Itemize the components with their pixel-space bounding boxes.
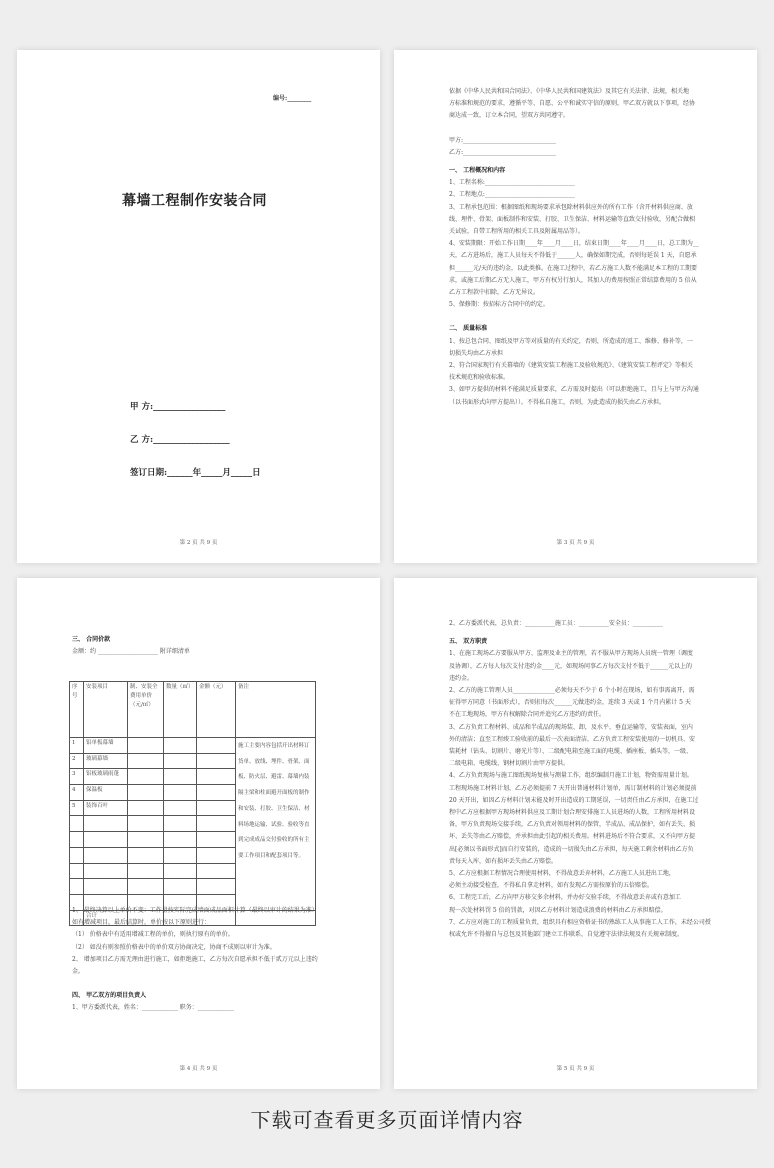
empty-cell <box>164 753 197 769</box>
row-item <box>84 879 128 895</box>
clause-line: 乙方工程款中扣除，乙方无异议。 <box>449 289 540 297</box>
row-number: 4 <box>70 785 84 801</box>
row-number <box>70 816 84 832</box>
clause-line: 工程现场施工材料计划，乙方必须提前 7 天开出普通材料计划单，需订制材料的计划必须提前 <box>449 784 697 792</box>
clause-line: 求，或施工后期乙方无人施工，甲方有权另行加人，其加人的费用按照正常结算费用的 5 倍从 <box>449 276 697 284</box>
page-footer: 第 3 页 共 9 页 <box>556 540 595 546</box>
page-5-body <box>449 618 749 941</box>
section-1-heading: 一、 工程概况和内容 <box>449 167 506 175</box>
row-number: 3 <box>70 769 84 785</box>
clause-line: 关试验，自带工程所用的相关工具及附属用品等）。 <box>449 228 585 236</box>
document-page-2 <box>17 50 380 563</box>
clause-line: 5、保修期：按招标方合同中的约定。 <box>449 301 549 309</box>
party-b-line: 乙方:_______________________________ <box>449 148 557 156</box>
clause-line: 4、安装期限：开始工作日期____年____月____日，结束日期____年____月____日，总工期为__ <box>449 240 699 248</box>
empty-cell <box>128 800 164 816</box>
document-page-3 <box>394 50 757 563</box>
intro-line: 商达成一致，订立本合同，望双方共同遵守。 <box>449 112 570 120</box>
clause-line: 4、乙方负责现场与施工图纸现场复核与测量工作，组织编制月施工计划，物资需用量计划。 <box>449 772 693 780</box>
clause-line: 金。 <box>72 968 85 976</box>
clause-line: 切损失均由乙方承担 <box>449 349 504 357</box>
clause-line: 必须主动接受检查，不得私自拿走材料，如有发现乙方需按原价的五倍赔偿。 <box>449 882 654 890</box>
clause-line: 3、如甲方提供的材料不能满足质量要求，乙方需及时提出（可以拒绝施工，且与上与甲方沟通 <box>449 386 699 394</box>
more-pages-caption: 下载可查看更多页面详情内容 <box>250 1108 524 1132</box>
clause-line: （1） 价格表中有适用增减工程的单价，则执行原有的单价。 <box>72 931 234 939</box>
document-page-4 <box>17 578 380 1089</box>
clause-line: （以书面形式向甲方提出））。不得私自施工，否则，为此造成的损失由乙方承担。 <box>449 398 666 406</box>
document-page-5 <box>394 578 757 1089</box>
clause-line: 5、乙方应根据工程情况合理使用材料，不得故意丢弃材料，乙方施工人员进出工地， <box>449 870 675 878</box>
table-total-label: 合计 <box>84 910 128 926</box>
section-5-heading: 五、 双方职责 <box>449 638 488 646</box>
intro-line: 方标准和规范的要求，遵循平等、自愿、公平和诚实守信的原则，甲乙双方就以下事项，经协 <box>449 100 696 108</box>
clause-line: 6、工程完工后，乙方向甲方移交多余材料，并办好交验手续，不得故意丢弃或有意加工 <box>449 894 681 902</box>
row-item: 装饰百叶 <box>84 800 128 816</box>
clause-line: 坏、丢失等由乙方赔偿，并承担由此引起的相关费用。材料进场后不符合要求，又不向甲方提 <box>449 833 696 841</box>
row-number <box>70 879 84 895</box>
table-row <box>70 738 316 754</box>
empty-cell <box>128 753 164 769</box>
table-header-cell: 安装项目 <box>84 682 128 738</box>
clause-line: 天，乙方进场后，施工人员每天不得低于______人，确保如期完成，否则每延误 1 天，自愿承 <box>449 252 697 260</box>
table-header-cell: 制、安装全费用单价（元/㎡） <box>128 682 164 738</box>
clause-line: 技术规范和验收标准。 <box>449 374 510 382</box>
row-number: 1 <box>70 738 84 754</box>
table-header-cell: 备注 <box>236 682 316 738</box>
page-footer: 第 2 页 共 9 页 <box>179 540 218 546</box>
table-header-cell: 序号 <box>70 682 84 738</box>
clause-line: 征得甲方同意（书面形式），否则扣每次______元做违约金，连续 3 天或 1 个月内累计 5 天 <box>449 699 691 707</box>
row-item: 玻璃幕墙 <box>84 753 128 769</box>
clause-line: 外的清洁；直至工程竣工验收前的最后一次表面清洁，乙方负责工程安装使用的一切机具、安 <box>449 735 696 743</box>
clause-line: 备，甲方负责现场交接手续，乙方负责对领用材料的保管，半成品、成品保护，如有丢失、损 <box>449 821 696 829</box>
empty-cell <box>128 816 164 832</box>
clause-line: 3、工程承包范围：根据图纸和现场要求承包除材料供应外的所有工作（含开材料供应商、放 <box>449 203 693 211</box>
contract-number: 编号:________ <box>273 95 312 102</box>
party-a-representative-line: 1、甲方委派代表，姓名：____________ 职务：____________ <box>72 1004 234 1012</box>
clause-line: 权或允许不得擅自与总包及其他部门建立工作联系，自觉遵守法律法规及有关规章制度。 <box>449 931 684 939</box>
party-a-line: 甲 方:_________________ <box>130 402 226 412</box>
clause-line: 7、乙方应对施工的工程质量负责，组织具有相应资格证书的熟练工人从事施工人工作，未经公司授 <box>449 918 711 926</box>
clause-line: 不在工地现场，甲方有权解除合同并追究乙方违约的责任。 <box>449 711 606 719</box>
table-note: 施工主要内容包括开出材料订货单、放线、埋件、骨架、面板、防火层、避雷、幕墙内装隔主梁和柱面避开面板的制作和安装、打胶、卫生保洁、材料场地运输、试验、验收等直到完成成品交付验收的所有主要工作项目和配套项目等。 <box>236 738 316 911</box>
sign-date-line: 签订日期:______年_____月_____日 <box>130 468 261 478</box>
clause-line: 1、工程名称:______________________________ <box>449 179 575 187</box>
clause-line: 程中乙方应根据甲方现场材料供应及工期计划合理安排施工人员进场的人数，工程所用材料设 <box>449 809 696 817</box>
section-3-heading: 三、 合同价款 <box>72 636 111 643</box>
empty-cell <box>197 847 236 863</box>
clause-line: 担______元/天的违约金，以此类推。在施工过程中，若乙方施工人数不能满足本工程的工期要 <box>449 264 698 272</box>
row-number <box>70 863 84 879</box>
empty-cell <box>197 785 236 801</box>
clause-line: 责每天入库，如有损坏丢失由乙方赔偿。 <box>449 857 558 865</box>
empty-cell <box>164 769 197 785</box>
table-header-cell: 数量（㎡） <box>164 682 197 738</box>
page-footer: 第 4 页 共 9 页 <box>179 1066 218 1072</box>
empty-cell <box>128 738 164 754</box>
intro-line: 依据《中华人民共和国合同法》、《中华人民共和国建筑法》及其它有关法律、法规，相关地 <box>449 88 690 95</box>
party-a-line: 甲方:_______________________________ <box>449 136 557 144</box>
table-header-cell: 金额（元） <box>197 682 236 738</box>
empty-cell <box>164 863 197 879</box>
clause-line: 1、在施工现场乙方要服从甲方、监理及业主的管理，若不服从甲方现场人员统一管理（调度 <box>449 650 693 658</box>
party-b-line: 乙 方:__________________ <box>130 435 230 445</box>
clause-line: 如有增减项目，最后结算时，单价按以下原则进行： <box>72 919 211 927</box>
empty-cell <box>197 816 236 832</box>
clause-line: 出[必须以书面形式]而自行安装的，造成的一切损失由乙方承担，每天施工剩余材料由乙方负 <box>449 845 694 853</box>
empty-cell <box>197 769 236 785</box>
empty-cell <box>128 769 164 785</box>
page-3-body <box>449 86 749 409</box>
page-4-after-table <box>72 905 372 1015</box>
row-item <box>84 863 128 879</box>
clause-line: 及协调），乙方每人每次支付违约金____元，如现场问事乙方每次支付不低于______元以上的 <box>449 662 693 670</box>
row-number <box>70 832 84 848</box>
row-item <box>84 816 128 832</box>
clause-line: 1、按总包合同、图纸及甲方等对质量的有关约定，否则，所造成的返工、维修、修补等，一 <box>449 337 693 345</box>
empty-cell <box>197 800 236 816</box>
section-4-heading: 四、 甲乙双方的项目负责人 <box>72 992 147 1000</box>
clause-line: 现一次处材料罚 5 倍的罚款，对因乙方材料计划造成浪费的材料由乙方承担赔偿。 <box>449 906 667 914</box>
empty-cell <box>164 847 197 863</box>
empty-cell <box>128 879 164 895</box>
row-number: 2 <box>70 753 84 769</box>
empty-cell <box>164 785 197 801</box>
clause-line: 2、符合国家现行有关幕墙的《建筑安装工程施工及验收规范》、《建筑安装工程评定》等相关 <box>449 362 693 370</box>
empty-cell <box>128 863 164 879</box>
page-footer: 第 5 页 共 9 页 <box>556 1066 595 1072</box>
row-item: 保温板 <box>84 785 128 801</box>
empty-cell <box>164 816 197 832</box>
empty-cell <box>164 832 197 848</box>
party-b-representative-line: 2、乙方委派代表，总负责：__________施工员：__________安全员：__________ <box>449 620 663 627</box>
row-item <box>84 847 128 863</box>
empty-cell <box>128 785 164 801</box>
clause-line: 装耗材（钻头、切割片、磨光片等）、二级配电箱至施工面的电缆、插座板、插头等，一级、 <box>449 748 693 756</box>
empty-cell <box>128 832 164 848</box>
row-number <box>70 847 84 863</box>
clause-line: 二级电箱、电缆线、钢材切割片由甲方提供。 <box>449 760 570 768</box>
empty-cell <box>197 863 236 879</box>
empty-cell <box>164 738 197 754</box>
empty-cell <box>197 738 236 754</box>
row-number: 5 <box>70 800 84 816</box>
page-4-header <box>72 634 372 658</box>
clause-line: 20 天开出，如因乙方材料计划未能及时开出造成的工期延误，一切责任由乙方承担，在施工过 <box>449 796 699 804</box>
clause-line: 3、乙方负责工程材料、成品和半成品的现场装、卸，及水平、垂直运输等，安装表面，室内 <box>449 723 693 731</box>
clause-line: 线、埋件、骨架、面板制作和安装、打胶、卫生保洁、材料运输等直致交付验收，另配合做相 <box>449 215 696 223</box>
clause-line: 违约金。 <box>449 674 474 682</box>
section-2-heading: 二、 质量标准 <box>449 325 488 333</box>
empty-cell <box>197 753 236 769</box>
price-table <box>69 681 316 926</box>
empty-cell <box>164 879 197 895</box>
empty-cell <box>164 800 197 816</box>
clause-line: 2、乙方的施工管理人员______________必须每天不少于 6 个小时在现场，如有事需离开，需 <box>449 687 695 695</box>
amount-line: 金额：约 ____________________ 附详细清单 <box>72 648 190 656</box>
table-header-row <box>70 682 316 738</box>
row-item: 铝板玻璃雨蓬 <box>84 769 128 785</box>
row-item: 铝单板幕墙 <box>84 738 128 754</box>
row-item <box>84 832 128 848</box>
empty-cell <box>128 847 164 863</box>
clause-line: 2、工程地点:______________________________ <box>449 191 575 199</box>
empty-cell <box>197 832 236 848</box>
clause-line: （2） 如没有则参照价格表中的单价双方协商决定，协商不成则以审计为准。 <box>72 943 276 951</box>
empty-cell <box>197 879 236 895</box>
clause-line: 1、 最终决算以上单价不变：工作量按实际完成墙面成品面积计算（最终以审计的结果为准） <box>72 907 318 914</box>
clause-line: 2、 增加项目乙方需无理由进行施工，如拒绝施工，乙方每次自愿承担不低于贰万元以上违约 <box>72 955 318 963</box>
contract-title: 幕墙工程制作安装合同 <box>122 193 267 209</box>
